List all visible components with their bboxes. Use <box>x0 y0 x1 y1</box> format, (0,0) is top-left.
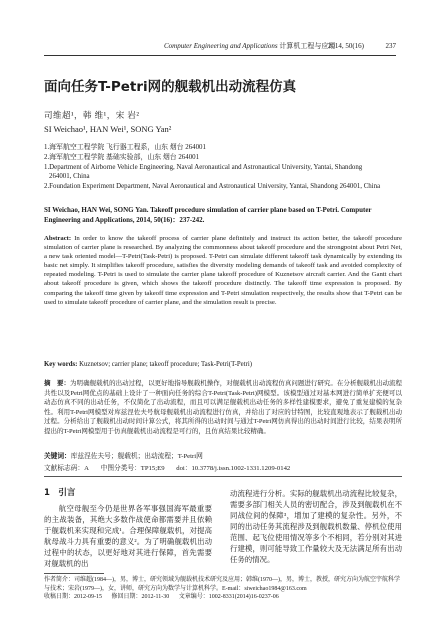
affiliation-line: 2.海军航空工程学院 基础实验部，山东 烟台 264001 <box>44 153 200 161</box>
journal-name-cn: 计算机工程与应用 <box>279 42 336 50</box>
footnote <box>44 576 402 602</box>
affiliation-line: 264001, China <box>49 173 90 181</box>
journal-name: Computer Engineering and Applications 计算机工程与应用 <box>164 42 336 50</box>
citation-english: SI Weichao, HAN Wei, SONG Yan. Takeoff procedure simulation of carrier plane based on T-Petri. Computer Engineering and Applications, 2014, 50(16)：237-242. <box>44 206 372 224</box>
doi-link[interactable]: doi：10.3778/j.issn.1002-1331.1209-0142 <box>176 465 291 472</box>
paper-title: 面向任务T-Petri网的舰载机出动流程仿真 <box>44 79 297 95</box>
body-text-left-column: 航空母舰至今仍是世界各军事强国海军最重要的主战装备，其绝大多数作战使命都需要并且依赖于舰载机来实现和完成¹。合理保障舰载机，对提高航母战斗力具有重要的意义²。为了明确舰载机出动过程中的状态，以更好地对其进行保障，首先需要对舰载机的出 <box>44 504 212 568</box>
keywords-text: Kuznetsov; carrier plane; takeoff procedure; Task-Petri(T-Petri) <box>79 361 252 368</box>
abstract-text: In order to know the takeoff process of carrier plane definitely and instruct its action better, the takeoff procedure simulation of carrier plane is researched. By analyzing the commonness about takeoff procedure and the strongpoint about Petri Net, a new task oriented model—T-Petri(Task-Petri) is proposed. T-Petri can simulate different takeoff task dynamically by extending its basic net simply. It simplifies takeoff procedure, satisfies the diversity modeling demands of takeoff task and avoided complexity of repeated modeling. T-Petri is used to simulate the carrier plane takeoff procedure of Kuznetsov aircraft carrier. And the Gantt chart about takeoff procedure is given, which shows the takeoff procedure distinctly. The takeoff time expression is proposed. By comparing the takeoff time given by takeoff time expression and T-Petri simulation respectively, the results show that T-Petri can be used to simulate takeoff procedure of carrier plane, and the simulation result is precise. <box>44 235 402 306</box>
affiliation-line: 1.Department of Airborne Vehicle Engineering, Naval Aeronautical and Astronautical University, Yantai, Shandong <box>44 163 363 171</box>
header-divider <box>44 55 396 56</box>
keywords-english <box>44 360 402 370</box>
abstract-label: Abstract: <box>44 235 72 242</box>
revised-date: 修回日期：2012-11-30 <box>111 594 170 601</box>
section-heading: 1 引言 <box>44 488 76 498</box>
keywords-label: Key words: <box>44 361 78 368</box>
authors-english: SI Weichao¹, HAN Wei¹, SONG Yan² <box>44 124 172 134</box>
classification-meta <box>44 464 402 474</box>
clc-number: 中图分类号：TP15;E9 <box>100 465 165 472</box>
authors-chinese: 司维超¹，韩 维¹，宋 岩² <box>44 110 140 120</box>
document-code: 文献标志码：A <box>44 465 89 472</box>
abstract-english <box>44 234 402 307</box>
footnote-divider <box>44 573 104 574</box>
affiliation-line: 2.Foundation Experiment Department, Naval Aeronautical and Astronautical University, Yantai, Shandong 264001, China <box>44 183 381 191</box>
body-text-right-column: 动流程进行分析。实际的舰载机出动流程比较复杂，需要多部门相关人员的密切配合，涉及到舰载机在不同战位间的保障³，增加了建模的复杂性。另外，不同的出动任务其流程涉及到舰载机数量、停机位使用范围、起飞位使用情况等多个不相同，若分别对其进行建模，则可能导致工作量较大及无法满足所有出动任务的情况。 <box>230 489 402 564</box>
received-date: 收稿日期：2012-09-15 <box>44 594 102 601</box>
section-divider <box>44 476 402 477</box>
abstract-text-cn: 为明确舰载机的出动过程，以更好地指导舰载机操作，对舰载机出动流程仿真问题进行研究。在分析舰载机出动流程共性以及Petri网优点的基础上设计了一种面向任务的综合T-Petri(Task-Petri)网模型。该模型通过对基本网进行简单扩充便可以动态仿真不同的出动任务，不仅简化了出动流程，而且可以满足舰载机出动任务的多样性建模要求，避免了重复建模的复杂性。利用T-Petri网模型对库兹涅佐夫号航母舰载机出动流程进行仿真，并给出了对应的甘特图，比较直观地表示了舰载机出动过程。分析给出了舰载机出动时间计算公式，将其所得的出动时间与通过T-Petri网仿真得出的出动时间进行比较，结果表明所提出的T-Petri网模型用于仿真舰载机出动流程是可行的，且仿真结果比较精确。 <box>44 380 403 435</box>
keywords-label-cn: 关键词： <box>44 453 71 460</box>
article-number: 文章编号：1002-8331(2014)16-0237-06 <box>178 594 279 601</box>
affiliations <box>44 143 404 192</box>
affiliation-line: 1.海军航空工程学院 飞行器工程系，山东 烟台 264001 <box>44 144 206 151</box>
article-dates <box>44 593 402 602</box>
abstract-label-cn: 摘 要： <box>44 380 71 387</box>
author-bio: 作者简介：司维超(1984—)，男，博士，研究领域为舰载机技术研究及应用；韩维(1970—)，男，博士，教授，研究方向为航空宇航科学与技术；宋岩(1979—)，女，讲师，研究方向为数学与计算机科学。E-mail：siweichao1984@163.com <box>44 577 400 592</box>
keywords-chinese <box>44 452 402 462</box>
abstract-chinese <box>44 379 402 437</box>
page-number: 237 <box>385 42 396 50</box>
keywords-text-cn: 库兹涅佐夫号；舰载机；出动流程；T-Petri网 <box>70 453 203 460</box>
running-header <box>44 40 396 54</box>
issue-number: 2014, 50(16) <box>327 42 364 50</box>
